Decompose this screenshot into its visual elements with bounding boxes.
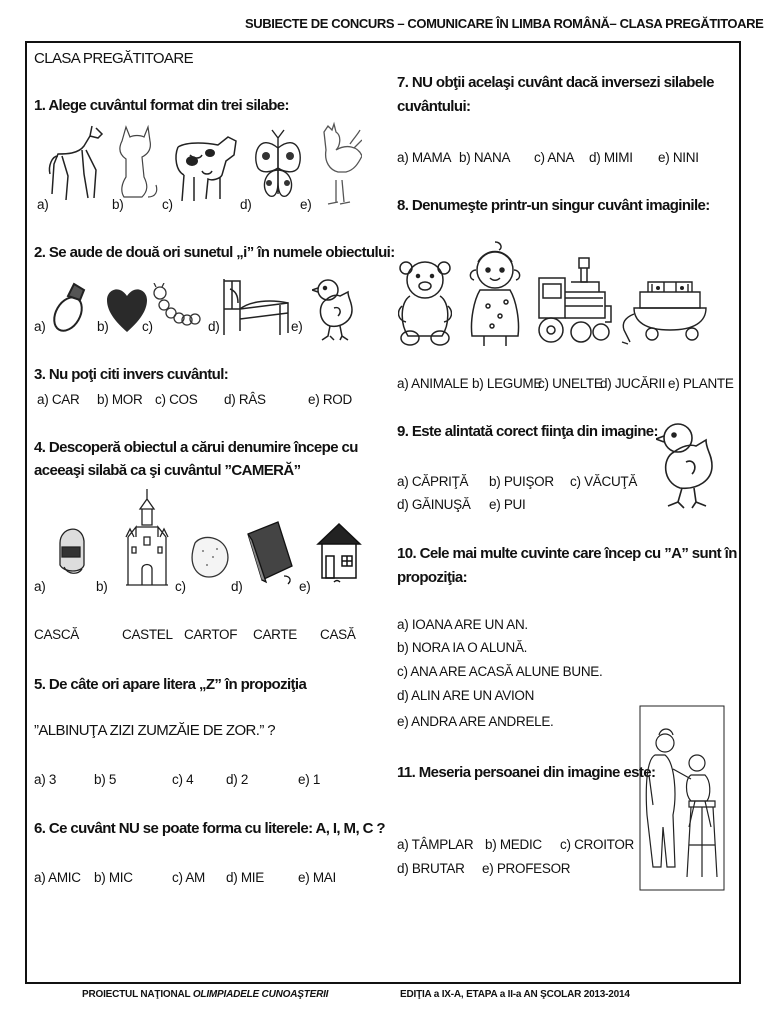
q8-option-e: e) PLANTE xyxy=(668,376,734,391)
castle-icon xyxy=(122,487,172,587)
q8-option-a: a) ANIMALE xyxy=(397,376,469,391)
q6-option-d: d) MIE xyxy=(226,870,264,885)
toy-ark-icon xyxy=(618,262,718,348)
chick-icon xyxy=(656,418,716,510)
q8-option-b: b) LEGUME xyxy=(472,376,543,391)
q5-text: 5. De câte ori apare litera „Z” în propoziţia xyxy=(34,676,307,693)
house-icon xyxy=(316,520,362,586)
cat-icon xyxy=(118,123,160,203)
q8-option-d: d) JUCĂRII xyxy=(600,376,666,391)
q8-option-c: c) UNELTE xyxy=(538,376,603,391)
q3-text: 3. Nu poţi citi invers cuvântul: xyxy=(34,366,229,383)
q4-word-castel: CASTEL xyxy=(122,627,173,642)
q1-text: 1. Alege cuvântul format din trei silabe: xyxy=(34,97,289,114)
q6-option-c: c) AM xyxy=(172,870,206,885)
caterpillar-icon xyxy=(152,283,202,329)
q4-label-d: d) xyxy=(231,579,243,594)
q10-text-line2: propoziţia: xyxy=(397,569,468,586)
horse-icon xyxy=(46,120,108,210)
q1-label-c: c) xyxy=(162,197,173,212)
footer-project-name: OLIMPIADELE CUNOAŞTERII xyxy=(192,989,329,1000)
class-title: CLASA PREGĂTITOARE xyxy=(34,50,193,67)
q10-option-a: a) IOANA ARE UN AN. xyxy=(397,617,528,632)
q3-option-e: e) ROD xyxy=(308,392,352,407)
q10-option-e: e) ANDRA ARE ANDRELE. xyxy=(397,714,554,729)
q6-option-a: a) AMIC xyxy=(34,870,81,885)
q11-option-d: d) BRUTAR xyxy=(397,861,465,876)
q5-option-c: c) 4 xyxy=(172,772,194,787)
q9-option-c: c) VĂCUŢĂ xyxy=(570,474,638,489)
q2-label-a: a) xyxy=(34,319,46,334)
helmet-icon xyxy=(56,513,86,583)
q7-text-line2: cuvântului: xyxy=(397,98,471,115)
q5-option-a: a) 3 xyxy=(34,772,57,787)
q1-label-d: d) xyxy=(240,197,252,212)
q11-option-a: a) TÂMPLAR xyxy=(397,837,474,852)
q6-option-b: b) MIC xyxy=(94,870,133,885)
heart-icon xyxy=(107,286,147,334)
cow-icon xyxy=(172,125,240,213)
q7-option-d: d) MIMI xyxy=(589,150,633,165)
q4-label-b: b) xyxy=(96,579,108,594)
q5-option-e: e) 1 xyxy=(298,772,321,787)
doll-icon xyxy=(466,240,524,348)
q4-label-a: a) xyxy=(34,579,46,594)
q8-text: 8. Denumeşte printr-un singur cuvânt imaginile: xyxy=(397,197,710,214)
q6-option-e: e) MAI xyxy=(298,870,336,885)
q5-option-b: b) 5 xyxy=(94,772,117,787)
q10-option-c: c) ANA ARE ACASĂ ALUNE BUNE. xyxy=(397,664,603,679)
chick-icon xyxy=(312,276,356,342)
q4-word-cartof: CARTOF xyxy=(184,627,238,642)
footer-edition: EDIŢIA a IX-A, ETAPA a II-a AN ŞCOLAR 2013-2014 xyxy=(400,989,630,1000)
q6-text: 6. Ce cuvânt NU se poate forma cu literele: A, I, M, C ? xyxy=(34,820,385,837)
teddy-bear-icon xyxy=(398,258,452,348)
q9-text: 9. Este alintată corect fiinţa din imagine: xyxy=(397,423,658,440)
book-icon xyxy=(244,520,296,586)
page-header: SUBIECTE DE CONCURS – COMUNICARE ÎN LIMBA ROMÂNĂ– CLASA PREGĂTITOARE xyxy=(245,16,764,31)
toy-train-icon xyxy=(535,256,613,348)
q3-option-c: c) COS xyxy=(155,392,198,407)
q3-option-b: b) MOR xyxy=(97,392,143,407)
q7-option-b: b) NANA xyxy=(459,150,511,165)
q5-option-d: d) 2 xyxy=(226,772,249,787)
q7-option-c: c) ANA xyxy=(534,150,575,165)
q1-label-a: a) xyxy=(37,197,49,212)
q4-label-c: c) xyxy=(175,579,186,594)
q11-text: 11. Meseria persoanei din imagine este: xyxy=(397,764,656,781)
q9-option-b: b) PUIŞOR xyxy=(489,474,554,489)
q2-text: 2. Se aude de două ori sunetul „i” în numele obiectului: xyxy=(34,244,395,261)
q2-label-b: b) xyxy=(97,319,109,334)
q9-option-e: e) PUI xyxy=(489,497,526,512)
q4-word-carte: CARTE xyxy=(253,627,298,642)
q11-option-b: b) MEDIC xyxy=(485,837,542,852)
q4-word-casa: CASĂ xyxy=(320,627,356,642)
q10-option-b: b) NORA IA O ALUNĂ. xyxy=(397,640,528,655)
q7-option-e: e) NINI xyxy=(658,150,699,165)
q7-text-line1: 7. NU obţii acelaşi cuvânt dacă inversezi silabele xyxy=(397,74,714,91)
q10-option-d: d) ALIN ARE UN AVION xyxy=(397,688,535,703)
q5-sentence: ”ALBINUŢA ZIZI ZUMZĂIE DE ZOR.” ? xyxy=(34,722,276,739)
ring-icon xyxy=(50,278,90,338)
q4-text-line1: 4. Descoperă obiectul a cărui denumire începe cu xyxy=(34,439,358,456)
q10-text-line1: 10. Cele mai multe cuvinte care încep cu ”A” sunt în xyxy=(397,545,737,562)
q9-option-a: a) CĂPRIŢĂ xyxy=(397,474,469,489)
q3-option-a: a) CAR xyxy=(37,392,80,407)
q4-text-line2: aceeaşi silabă ca şi cuvântul ”CAMERĂ” xyxy=(34,462,301,479)
q11-option-e: e) PROFESOR xyxy=(482,861,571,876)
potato-icon xyxy=(189,535,229,579)
rooster-icon xyxy=(310,120,362,210)
footer-project-label: PROIECTUL NAŢIONAL xyxy=(82,989,193,1000)
q7-option-a: a) MAMA xyxy=(397,150,452,165)
q2-label-e: e) xyxy=(291,319,303,334)
footer-project xyxy=(82,989,328,1000)
q4-label-e: e) xyxy=(299,579,311,594)
butterfly-icon xyxy=(254,128,302,206)
q2-label-d: d) xyxy=(208,319,220,334)
q1-label-b: b) xyxy=(112,197,124,212)
q3-option-d: d) RÂS xyxy=(224,392,266,407)
doctor-picture xyxy=(639,705,725,891)
q1-label-e: e) xyxy=(300,197,312,212)
q11-option-c: c) CROITOR xyxy=(560,837,634,852)
q2-label-c: c) xyxy=(142,319,153,334)
q4-word-casca: CASCĂ xyxy=(34,627,80,642)
bed-icon xyxy=(220,275,292,339)
q9-option-d: d) GĂINUŞĂ xyxy=(397,497,471,512)
